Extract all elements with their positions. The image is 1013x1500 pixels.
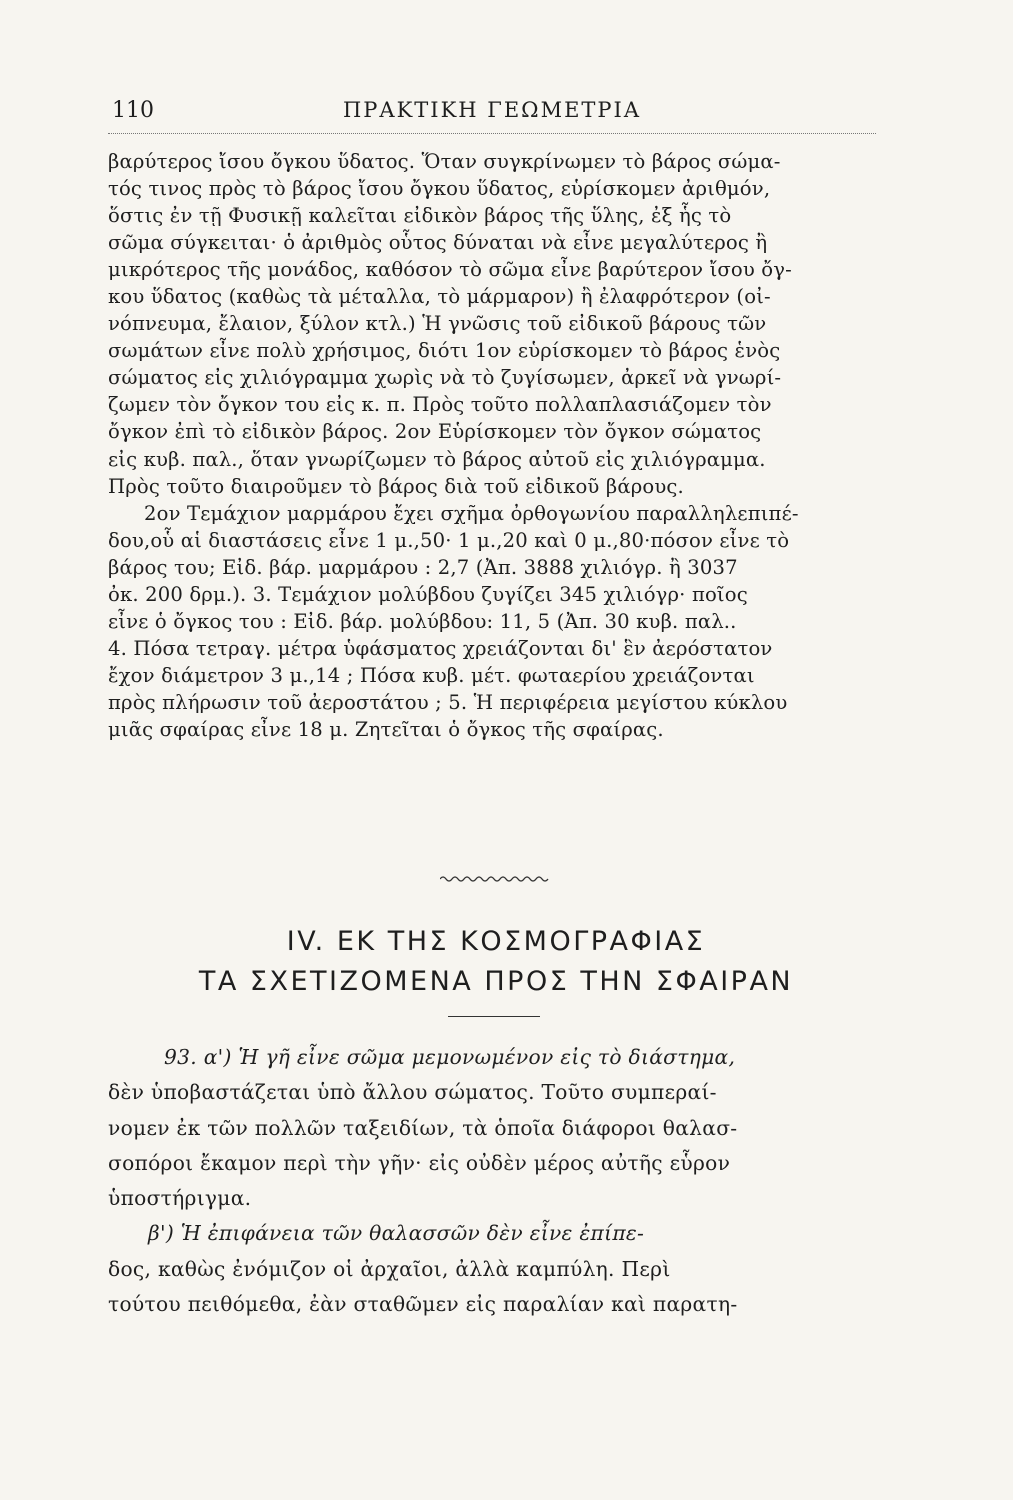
text-line: βάρος του; Εἰδ. βάρ. μαρμάρου : 2,7 (Ἀπ. 3888 χιλιόγρ. ἢ 3037 [108, 555, 738, 579]
text-line: β') Ἡ ἐπιφάνεια τῶν θαλασσῶν δὲν εἶνε ἐπίπε- [148, 1221, 645, 1246]
text-line: νόπνευμα, ἔλαιον, ξύλον κτλ.) Ἡ γνῶσις τοῦ εἰδικοῦ βάρους τῶν [108, 312, 767, 336]
text-line: εἶνε ὁ ὄγκος του : Εἰδ. βάρ. μολύβδου: 11, 5 (Ἀπ. 30 κυβ. παλ.. [108, 609, 737, 633]
header-rule [108, 133, 876, 134]
section-heading-line1: IV. ΕΚ ΤΗΣ ΚΟΣΜΟΓΡΑΦΙΑΣ [286, 926, 706, 957]
page-number: 110 [112, 98, 154, 123]
page-header [108, 92, 876, 132]
text-line: δὲν ὑποβαστάζεται ὑπὸ ἄλλου σώματος. Τοῦτο συμπεραί- [108, 1080, 717, 1105]
text-line: Πρὸς τοῦτο διαιροῦμεν τὸ βάρος διὰ τοῦ εἰδικοῦ βάρους. [108, 474, 684, 498]
text-line: δος, καθὼς ἐνόμιζον οἱ ἀρχαῖοι, ἀλλὰ καμπύλη. Περὶ [108, 1256, 671, 1281]
text-line: σώματος εἰς χιλιόγραμμα χωρὶς νὰ τὸ ζυγίσωμεν, ἀρκεῖ νὰ γνωρί- [108, 366, 782, 390]
running-title: ΠΡΑΚΤΙΚΗ ΓΕΩΜΕΤΡΙΑ [342, 98, 642, 122]
text-line: δου,οὗ αἱ διαστάσεις εἶνε 1 μ.,50· 1 μ.,20 καὶ 0 μ.,80·πόσον εἶνε τὸ [108, 528, 790, 552]
text-line: νομεν ἐκ τῶν πολλῶν ταξειδίων, τὰ ὁποῖα διάφοροι θαλασ- [108, 1115, 738, 1140]
text-line: ὑποστήριγμα. [108, 1186, 252, 1211]
text-line: τός τινος πρὸς τὸ βάρος ἴσου ὄγκου ὕδατος, εὑρίσκομεν ἀριθμόν, [108, 177, 771, 201]
text-line: τούτου πειθόμεθα, ἐὰν σταθῶμεν εἰς παραλίαν καὶ παρατη- [108, 1292, 738, 1317]
body-text [108, 148, 884, 743]
heading-rule [448, 1016, 540, 1017]
text-line: ὀκ. 200 δρμ.). 3. Τεμάχιον μολύβδου ζυγίζει 345 χιλιόγρ· ποῖος [108, 582, 748, 606]
text-line: ζωμεν τὸν ὄγκον του εἰς κ. π. Πρὸς τοῦτο πολλαπλασιάζομεν τὸν [108, 393, 772, 417]
text-line: μιᾶς σφαίρας εἶνε 18 μ. Ζητεῖται ὁ ὄγκος τῆς σφαίρας. [108, 717, 664, 741]
text-line: βαρύτερος ἴσου ὄγκου ὕδατος. Ὅταν συγκρίνωμεν τὸ βάρος σώμα- [108, 150, 781, 173]
text-line: ἔχον διάμετρον 3 μ.,14 ; Πόσα κυβ. μέτ. φωταερίου χρειάζονται [108, 663, 755, 687]
text-line: 2ον Τεμάχιον μαρμάρου ἔχει σχῆμα ὀρθογωνίου παραλληλεπιπέ- [144, 501, 799, 525]
section-heading-line2: ΤΑ ΣΧΕΤΙΖΟΜΕΝΑ ΠΡΟΣ ΤΗΝ ΣΦΑΙΡΑΝ [198, 966, 794, 997]
text-line: σῶμα σύγκειται· ὁ ἀριθμὸς οὗτος δύναται νὰ εἶνε μεγαλύτερος ἢ [108, 231, 768, 255]
section-body-text [108, 1040, 884, 1322]
text-line: 93. α') Ἡ γῆ εἶνε σῶμα μεμονωμένον εἰς τὸ διάστημα, [164, 1045, 736, 1069]
text-line: σωμάτων εἶνε πολὺ χρήσιμος, διότι 1ον εὑρίσκομεν τὸ βάρος ἑνὸς [108, 339, 781, 363]
text-line: ὄγκον ἐπὶ τὸ εἰδικὸν βάρος. 2ον Εὑρίσκομεν τὸν ὄγκον σώματος [108, 420, 762, 444]
text-line: κου ὕδατος (καθὼς τὰ μέταλλα, τὸ μάρμαρον) ἢ ἐλαφρότερον (οἰ- [108, 285, 771, 309]
text-line: ὅστις ἐν τῇ Φυσικῇ καλεῖται εἰδικὸν βάρος τῆς ὕλης, ἐξ ἧς τὸ [108, 204, 732, 228]
text-line: εἰς κυβ. παλ., ὅταν γνωρίζωμεν τὸ βάρος αὐτοῦ εἰς χιλιόγραμμα. [108, 447, 766, 471]
text-line: σοπόροι ἔκαμον περὶ τὴν γῆν· εἰς οὐδὲν μέρος αὐτῆς εὗρον [108, 1150, 731, 1175]
text-line: 4. Πόσα τετραγ. μέτρα ὑφάσματος χρειάζονται δι' ἓν ἀερόστατον [108, 636, 773, 660]
text-line: πρὸς πλήρωσιν τοῦ ἀεροστάτου ; 5. Ἡ περιφέρεια μεγίστου κύκλου [108, 690, 788, 714]
text-line: μικρότερος τῆς μονάδος, καθόσον τὸ σῶμα εἶνε βαρύτερον ἴσου ὄγ- [108, 258, 792, 282]
wavy-ornament [440, 874, 550, 884]
